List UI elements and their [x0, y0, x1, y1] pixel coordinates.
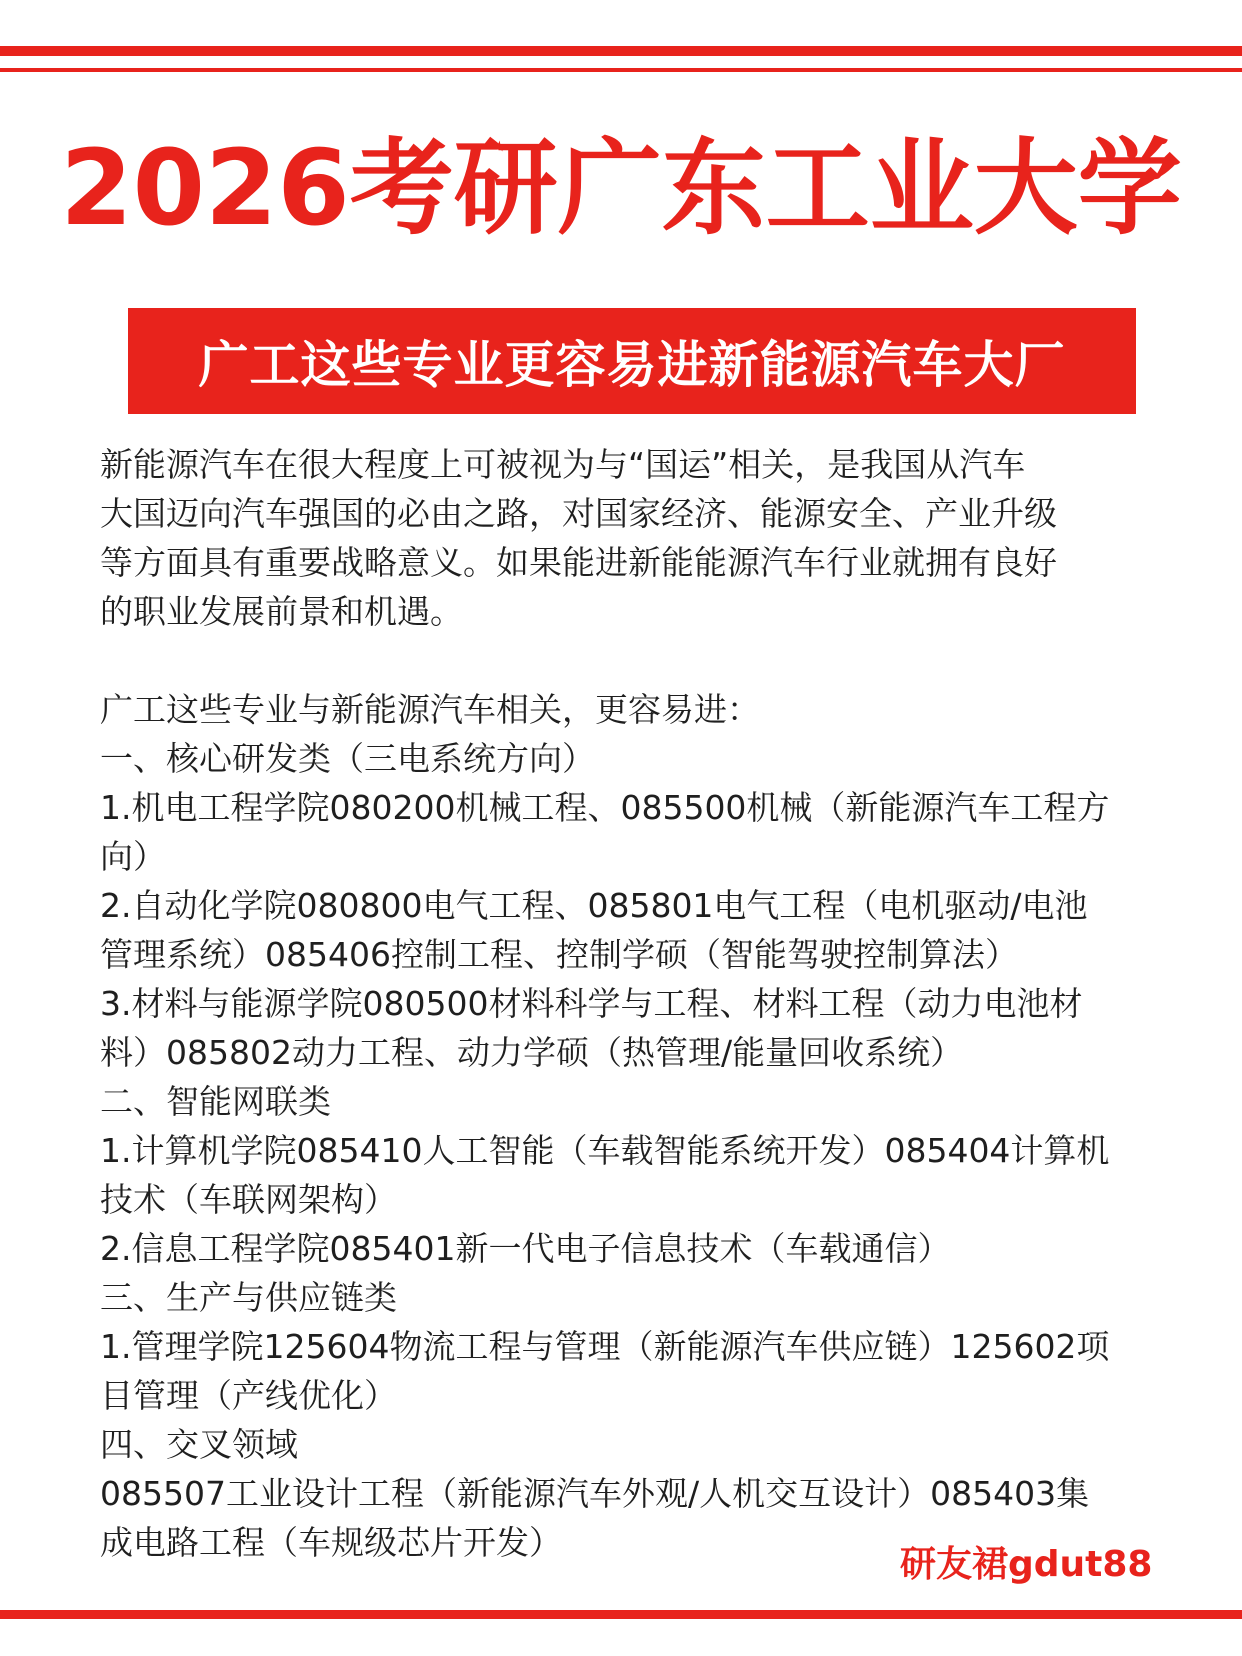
group-watermark: 研友裙gdut88: [900, 1544, 1153, 1585]
list-item: 管理系统）085406控制工程、控制学硕（智能驾驶控制算法）: [100, 935, 1018, 974]
subtitle-text: 广工这些专业更容易进新能源汽车大厂: [198, 336, 1066, 394]
intro-line: 的职业发展前景和机遇。: [100, 592, 463, 631]
intro-line: 等方面具有重要战略意义。如果能进新能能源汽车行业就拥有良好: [100, 543, 1057, 582]
list-item: 2.自动化学院080800电气工程、085801电气工程（电机驱动/电池: [100, 886, 1088, 925]
list-item: 成电路工程（车规级芯片开发）: [100, 1523, 562, 1562]
subtitle-banner: [128, 308, 1136, 414]
list-intro: 广工这些专业与新能源汽车相关，更容易进：: [100, 690, 760, 729]
list-item: 2.信息工程学院085401新一代电子信息技术（车载通信）: [100, 1229, 951, 1268]
list-item: 料）085802动力工程、动力学硕（热管理/能量回收系统）: [100, 1033, 964, 1072]
section-heading: 三、生产与供应链类: [100, 1278, 397, 1317]
intro-paragraph: [100, 440, 1140, 636]
body-text: [100, 440, 1140, 1567]
section-heading: 四、交叉领域: [100, 1425, 298, 1464]
intro-line: 大国迈向汽车强国的必由之路，对国家经济、能源安全、产业升级: [100, 494, 1057, 533]
section-heading: 二、智能网联类: [100, 1082, 331, 1121]
section-heading: 一、核心研发类（三电系统方向）: [100, 739, 595, 778]
top-rule-thick: [0, 46, 1242, 56]
major-list: [100, 685, 1140, 1567]
page-title: 2026考研广东工业大学: [60, 127, 1182, 249]
bottom-rule: [0, 1610, 1242, 1619]
top-rule-thin: [0, 68, 1242, 72]
list-item: 1.机电工程学院080200机械工程、085500机械（新能源汽车工程方: [100, 788, 1110, 827]
intro-line: 新能源汽车在很大程度上可被视为与“国运”相关，是我国从汽车: [100, 445, 1026, 484]
list-item: 1.管理学院125604物流工程与管理（新能源汽车供应链）125602项: [100, 1327, 1110, 1366]
list-item: 3.材料与能源学院080500材料科学与工程、材料工程（动力电池材: [100, 984, 1083, 1023]
list-item: 1.计算机学院085410人工智能（车载智能系统开发）085404计算机: [100, 1131, 1110, 1170]
list-item: 目管理（产线优化）: [100, 1376, 397, 1415]
list-item: 技术（车联网架构）: [100, 1180, 397, 1219]
list-item: 向）: [100, 837, 166, 876]
list-item: 085507工业设计工程（新能源汽车外观/人机交互设计）085403集: [100, 1474, 1090, 1513]
